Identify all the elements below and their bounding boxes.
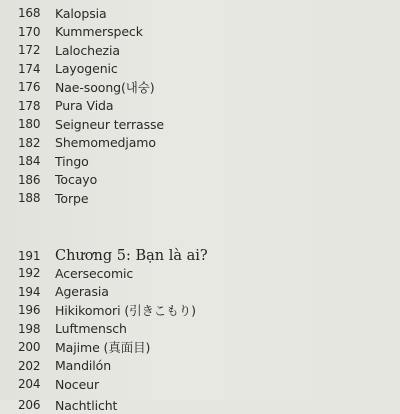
entry-title: Luftmensch [55,321,127,336]
toc-entry [18,23,143,41]
toc-entry [18,357,111,375]
chapter-heading [18,246,208,266]
toc-entry [18,264,133,282]
entry-title: Layogenic [55,61,118,76]
toc-entry [18,320,127,338]
toc-entry [18,301,196,319]
entry-title-partial: Nachtlicht [55,397,118,413]
toc-entry [18,41,120,59]
entry-title: Shemomedjamo [55,135,156,150]
toc-entry [18,171,97,189]
entry-title: Torpe [55,190,89,206]
toc-entry [18,375,99,393]
entry-title: Kalopsia [55,5,107,21]
page-number: 186 [18,172,41,187]
page-number: 180 [18,117,41,131]
toc-entry [18,189,88,207]
page-number: 178 [18,98,41,113]
page-number: 184 [18,154,41,168]
entry-title: Agerasia [55,284,109,299]
page-number: 172 [18,43,41,57]
clipped-next-line [0,394,400,413]
page-number: 174 [18,61,41,76]
toc-entry [18,134,156,152]
chapter-title: Chương 5: Bạn là ai? [55,248,208,264]
page-number: 168 [18,6,41,20]
entry-title: Majime (真面目) [55,340,151,355]
page-number: 188 [18,191,41,205]
entry-title: Kummerspeck [55,24,143,39]
toc-entry [18,115,164,133]
toc-entry [18,152,89,170]
toc-entry [18,60,118,78]
page-number: 182 [18,135,41,150]
toc-entry [18,338,150,356]
entry-title: Pura Vida [55,98,114,113]
entry-title: Seigneur terrasse [55,116,165,132]
page-number: 198 [18,321,41,336]
entry-title: Nae-soong(내숭) [55,80,155,95]
entry-title: Tingo [55,153,89,169]
entry-title: Tocayo [55,172,98,187]
page-number: 200 [18,340,41,354]
page-number: 204 [18,377,41,391]
page-number-partial: 206 [18,398,41,412]
toc-entry [18,97,113,115]
page-number: 192 [18,266,41,280]
toc-entry [18,78,154,96]
entry-title: Hikikomori (引きこもり) [55,303,196,318]
entry-title: Noceur [55,376,100,392]
page-number: 202 [18,358,41,373]
toc-entry-partial [18,396,117,414]
entry-title: Mandilón [55,358,112,373]
entry-title: Lalochezia [55,42,120,58]
toc-entry [18,283,109,301]
toc-entry [18,4,107,22]
page-number: 176 [18,80,41,94]
page-number: 194 [18,284,41,299]
entry-title: Acersecomic [55,265,134,281]
chapter-page-number: 191 [18,249,41,263]
page-number: 170 [18,24,41,39]
page-number: 196 [18,303,41,317]
